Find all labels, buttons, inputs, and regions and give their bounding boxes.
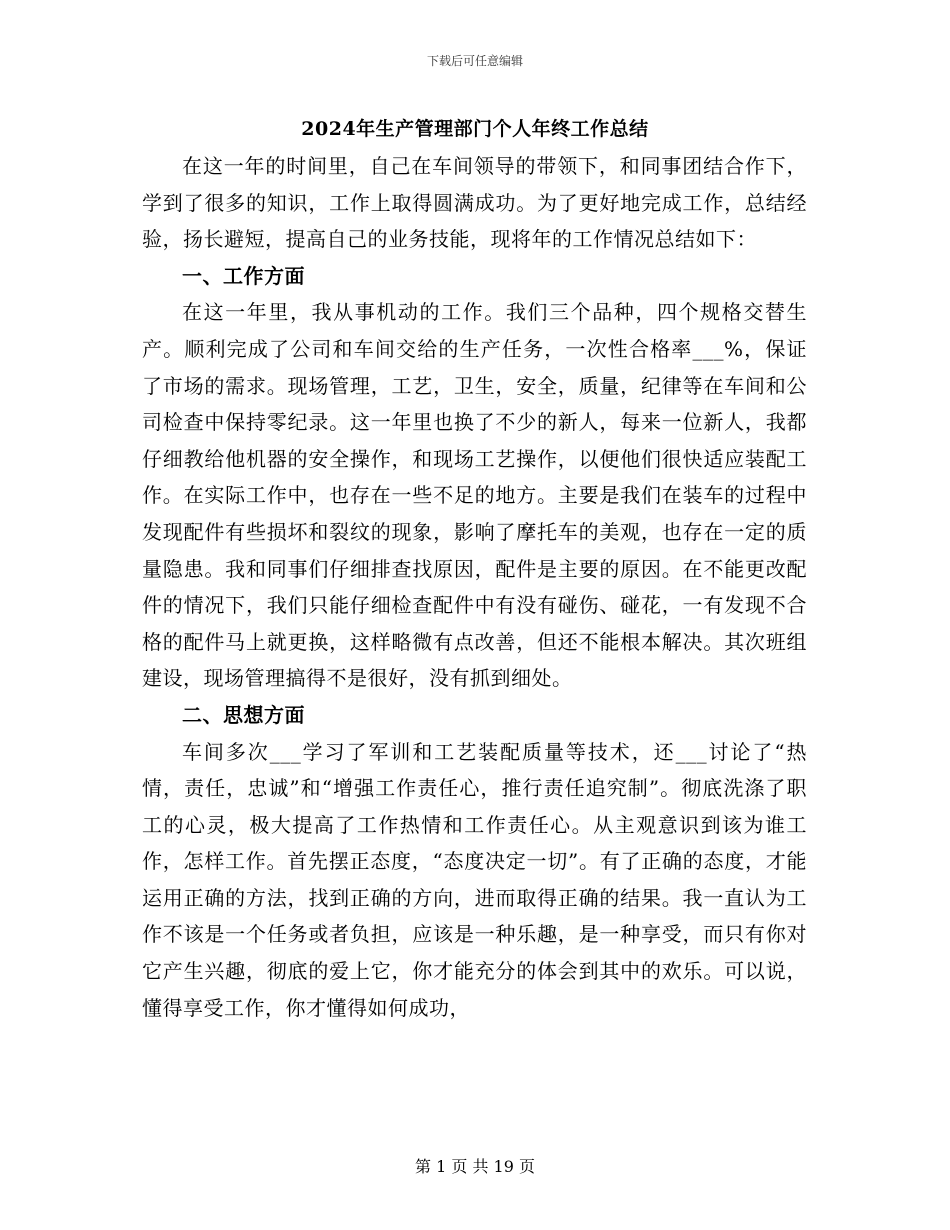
intro-paragraph: 在这一年的时间里，自己在车间领导的带领下，和同事团结合作下，学到了很多的知识，工作上取得圆满成功。为了更好地完成工作，总结经验，扬长避短，提高自己的业务技能，现将年的工作情况总结如下： — [142, 154, 807, 252]
document-body — [142, 148, 807, 1026]
section-body-thought: 车间多次___学习了军训和工艺装配质量等技术，还___讨论了“热情，责任，忠诚”和“增强工作责任心，推行责任追究制”。彻底洗涤了职工的心灵，极大提高了工作热情和工作责任心。从主观意识到该为谁工作，怎样工作。首先摆正态度，“态度决定一切”。有了正确的态度，才能运用正确的方法，找到正确的方向，进而取得正确的结果。我一直认为工作不该是一个任务或者负担，应该是一种乐趣，是一种享受，而只有你对它产生兴趣，彻底的爱上它，你才能充分的体会到其中的欢乐。可以说，懂得享受工作，你才懂得如何成功， — [142, 739, 807, 1020]
page-footer: 第 1 页 共 19 页 — [415, 1157, 535, 1176]
document-title: 2024年生产管理部门个人年终工作总结 — [301, 118, 649, 140]
section-body-work: 在这一年里，我从事机动的工作。我们三个品种，四个规格交替生产。顺利完成了公司和车间交给的生产任务，一次性合格率___%，保证了市场的需求。现场管理，工艺，卫生，安全，质量，纪律等在车间和公司检查中保持零纪录。这一年里也换了不少的新人，每来一位新人，我都仔细教给他机器的安全操作，和现场工艺操作，以便他们很快适应装配工作。在实际工作中，也存在一些不足的地方。主要是我们在装车的过程中发现配件有些损坏和裂纹的现象，影响了摩托车的美观，也存在一定的质量隐患。我和同事们仔细排查找原因，配件是主要的原因。在不能更改配件的情况下，我们只能仔细检查配件中有没有碰伤、碰花，一有发现不合格的配件马上就更换，这样略微有点改善，但还不能根本解决。其次班组建设，现场管理搞得不是很好，没有抓到细处。 — [142, 300, 807, 691]
header-note: 下载后可任意编辑 — [426, 54, 523, 68]
section-heading-work: 一、工作方面 — [182, 263, 305, 288]
section-heading-thought: 二、思想方面 — [182, 702, 305, 727]
